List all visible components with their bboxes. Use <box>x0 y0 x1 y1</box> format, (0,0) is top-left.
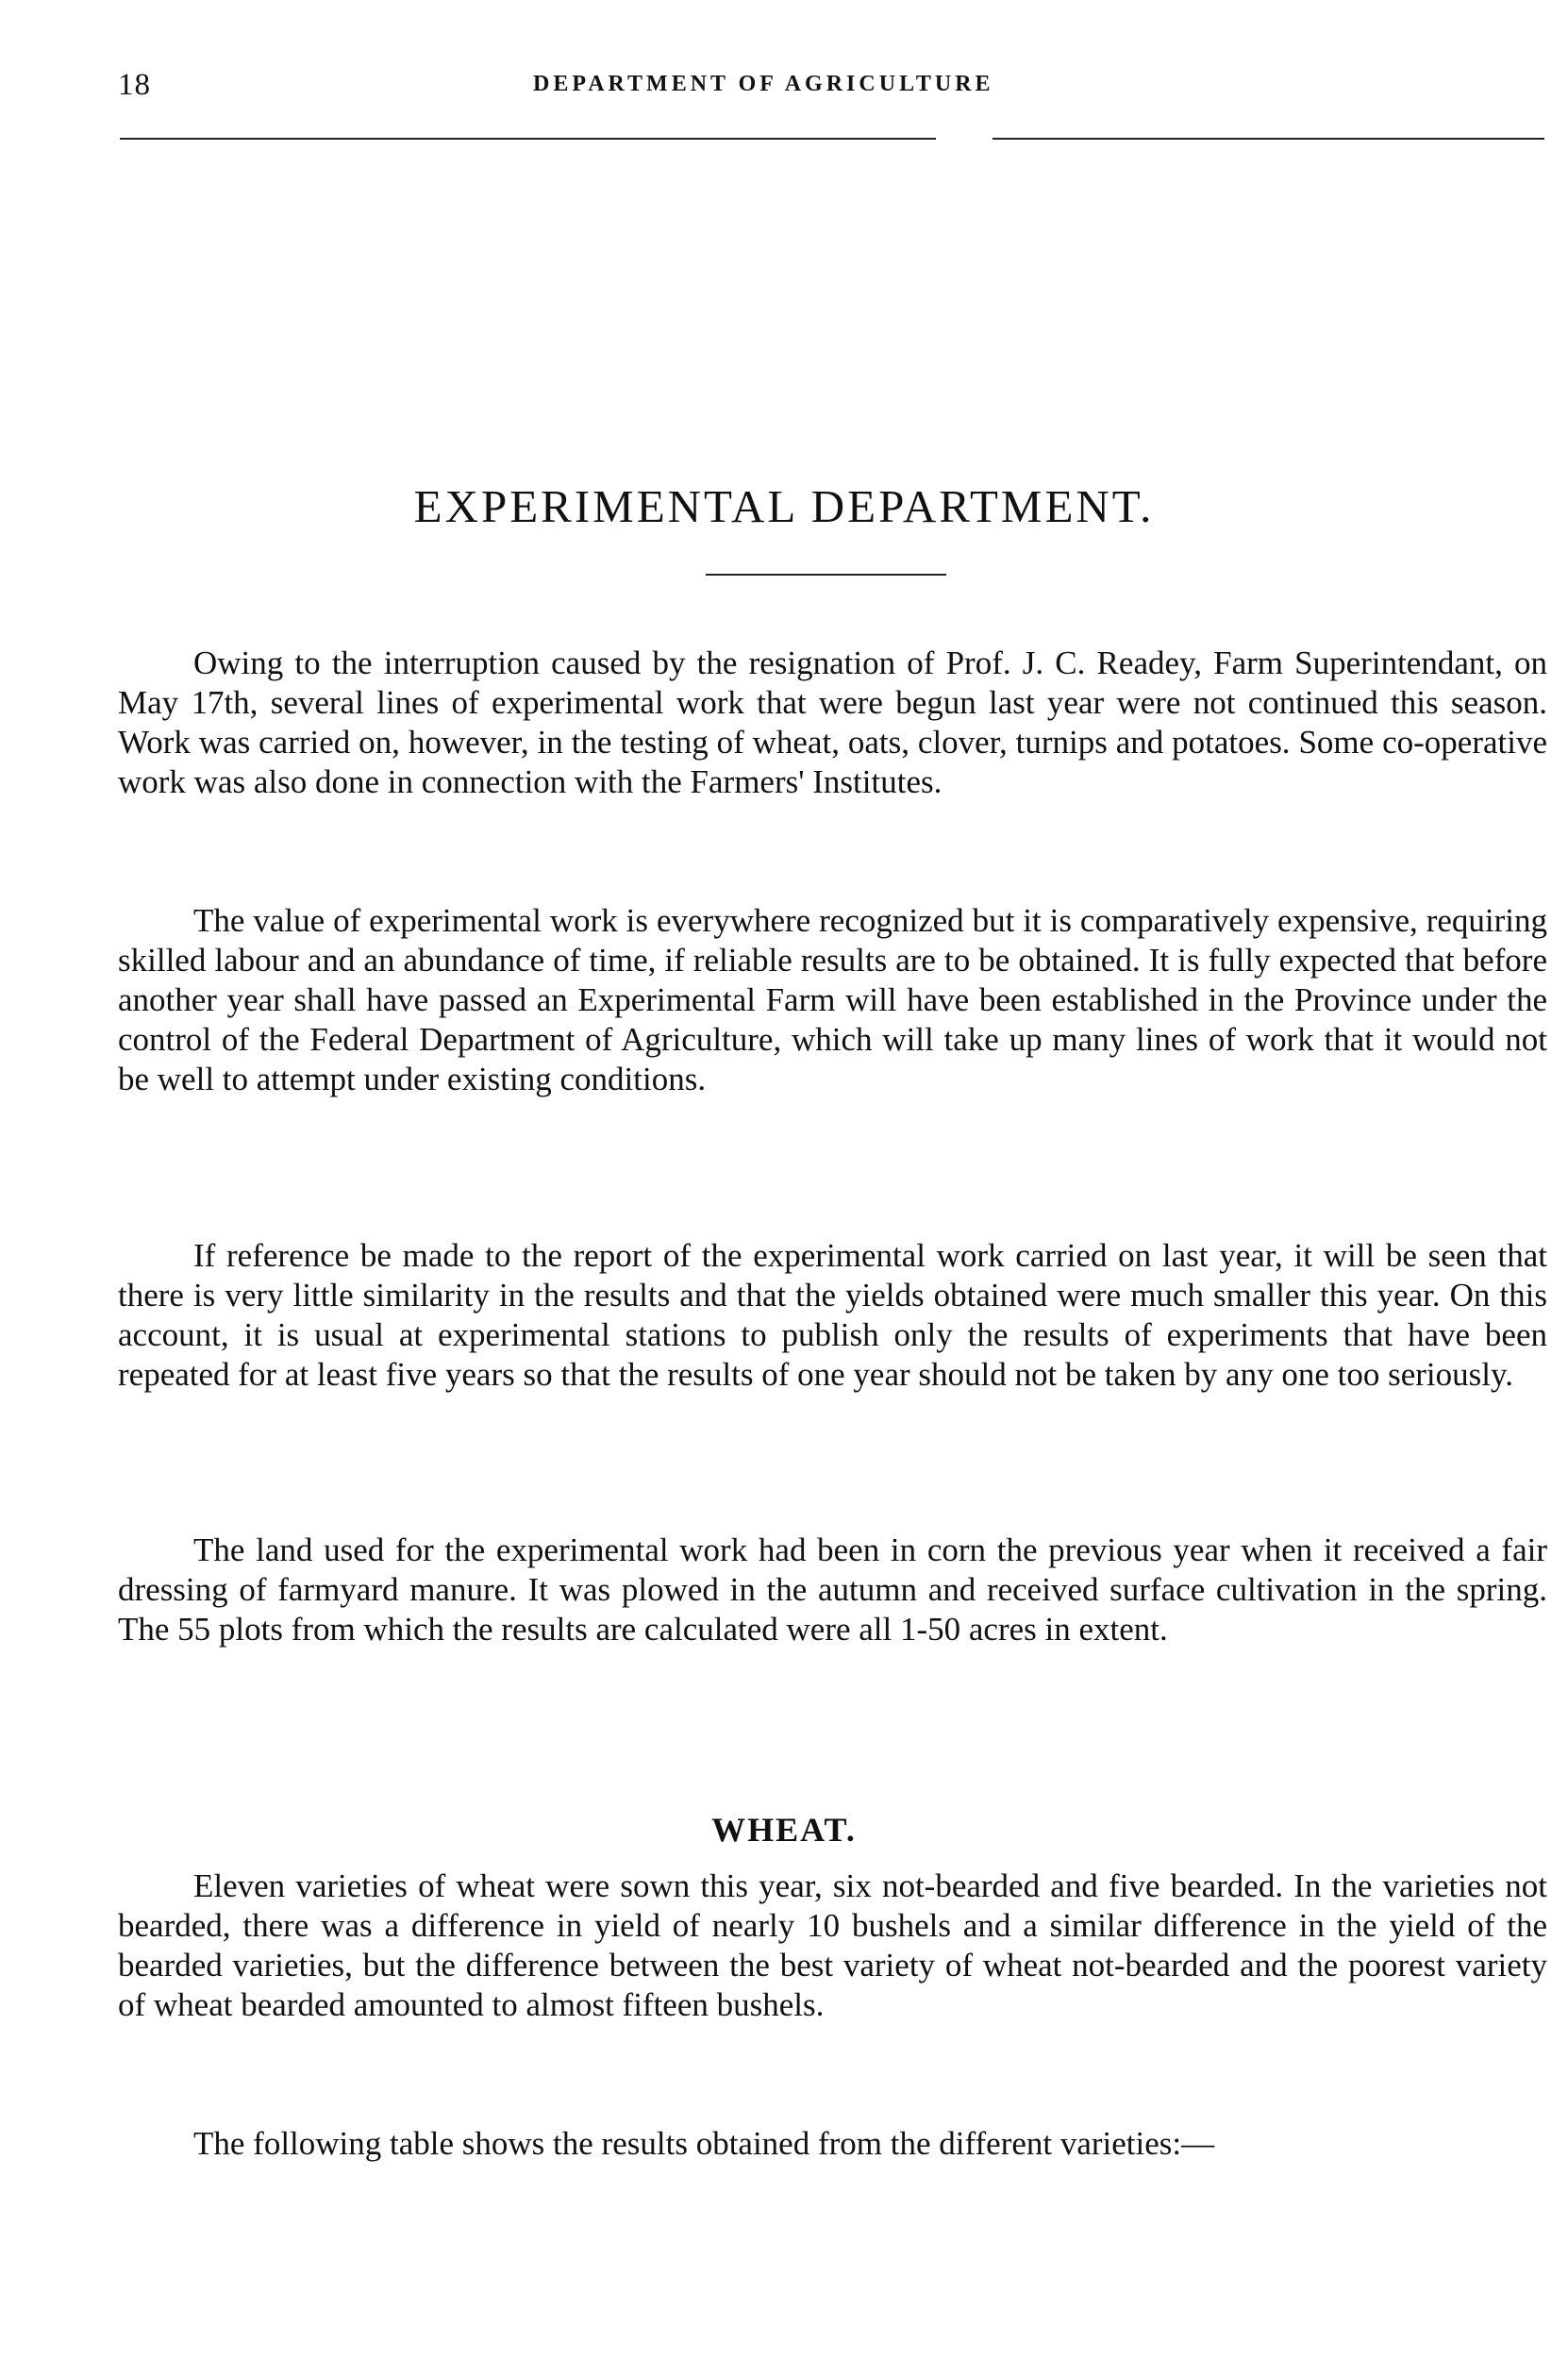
running-head <box>118 68 1455 115</box>
wheat-paragraph-2: The following table shows the results obtained from the different varieties:— <box>193 2125 1215 2162</box>
header-rule-right <box>993 138 1544 140</box>
paragraph-4: The land used for the experimental work had been in corn the previous year when it received a fair dressing of farmyard manure. It was plowed in the autumn and received surface cultivation in the spring. The 55 plots from which the results are calculated were all 1-50 acres in extent. <box>118 1531 1547 1648</box>
wheat-paragraph-2-block <box>118 2124 1547 2164</box>
page-number: 18 <box>118 68 151 102</box>
title-divider <box>706 574 946 576</box>
paragraph-1-block <box>118 644 1547 802</box>
section-heading-wheat: WHEAT. <box>711 1810 857 1849</box>
header-rule-left <box>120 138 936 140</box>
running-title: DEPARTMENT OF AGRICULTURE <box>533 72 994 96</box>
paragraph-2: The value of experimental work is everywhere recognized but it is comparatively expensive, requiring skilled labour and an abundance of time, if reliable results are to be obtained. It is fully expected that before another year shall have passed an Experimental Farm will have been established in the Province under the control of the Federal Department of Agriculture, which will take up many lines of work that it would not be well to attempt under existing conditions. <box>118 902 1547 1097</box>
paragraph-3-block <box>118 1236 1547 1395</box>
wheat-paragraph-1: Eleven varieties of wheat were sown this year, six not-bearded and five bearded. In the varieties not bearded, there was a difference in yield of nearly 10 bushels and a similar difference in the yield of the bearded varieties, but the difference between the best variety of wheat not-bearded and the poorest variety of wheat bearded amounted to almost fifteen bushels. <box>118 1867 1547 2023</box>
paragraph-3: If reference be made to the report of the experimental work carried on last year, it will be seen that there is very little similarity in the results and that the yields obtained were much smaller this year. On this account, it is usual at experimental stations to publish only the results of experiments that have been repeated for at least five years so that the results of one year should not be taken by any one too seriously. <box>118 1237 1547 1393</box>
wheat-paragraph-1-block <box>118 1866 1547 2025</box>
page-title: EXPERIMENTAL DEPARTMENT. <box>413 479 1155 532</box>
paragraph-4-block <box>118 1531 1547 1649</box>
paragraph-1: Owing to the interruption caused by the resignation of Prof. J. C. Readey, Farm Superintendant, on May 17th, several lines of experimental work that were begun last year were not continued this season. Work was carried on, however, in the testing of wheat, oats, clover, turnips and potatoes. Some co-operative work was also done in connection with the Farmers' Institutes. <box>118 644 1547 800</box>
paragraph-2-block <box>118 901 1547 1099</box>
